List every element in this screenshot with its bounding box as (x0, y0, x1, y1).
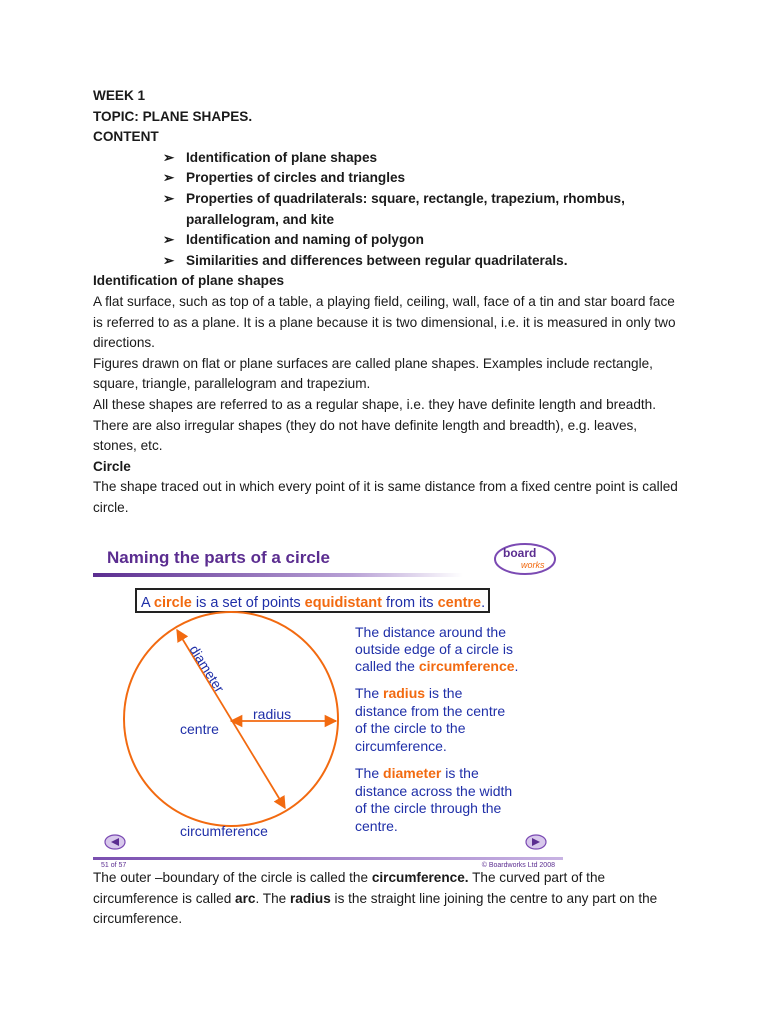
boardworks-logo (495, 544, 555, 574)
paragraph: The shape traced out in which every point of it is same distance from a fixed centre point is called circle. (93, 479, 678, 515)
footer-line (93, 857, 563, 860)
topic-label: TOPIC: PLANE SHAPES. (93, 108, 253, 124)
definition-text: A circle is a set of points equidistant from its centre. (141, 595, 486, 611)
svg-text:distance across the width: distance across the width (355, 783, 513, 799)
bullet-item: ➢ Identification of plane shapes (93, 148, 683, 169)
bullet-item: ➢ Properties of quadrilaterals: square, rectangle, trapezium, rhombus, (93, 189, 683, 210)
diameter-label: diameter (186, 642, 228, 696)
section-heading-identification: Identification of plane shapes (93, 273, 285, 289)
arrow-bullet-icon: ➢ (163, 252, 175, 268)
svg-text:distance from the centre: distance from the centre (355, 703, 506, 719)
circumference-label: circumference (180, 823, 268, 839)
svg-text:The diameter is the: The diameter is the (355, 765, 479, 781)
centre-label: centre (180, 721, 219, 737)
paragraph: There are also irregular shapes (they do not have definite length and breadth), e.g. leaves, stones, etc. (93, 417, 638, 454)
bullet-item-continuation: parallelogram, and kite (186, 211, 335, 227)
arrow-bullet-icon: ➢ (163, 232, 175, 248)
slide-title: Naming the parts of a circle (107, 548, 330, 567)
content-bullet-list (93, 148, 683, 272)
svg-text:board: board (503, 546, 537, 560)
svg-text:The distance around the: The distance around the (355, 624, 506, 640)
svg-text:works: works (521, 560, 545, 570)
svg-text:centre.: centre. (355, 818, 398, 834)
svg-text:called the circumference.: called the circumference. (355, 658, 519, 674)
circumference-paragraph: The outer –boundary of the circle is called the circumference. The curved part of the circumference is called arc. The radius is the straight line joining the centre to any part on the circumference. (93, 870, 658, 927)
arrow-bullet-icon: ➢ (163, 170, 175, 186)
slide-number: 51 of 57 (101, 862, 127, 869)
previous-slide-button[interactable] (105, 835, 125, 849)
copyright-text: © Boardworks Ltd 2008 (481, 862, 555, 869)
bullet-item: ➢ Identification and naming of polygon (93, 230, 683, 251)
circle-parts-slide (93, 537, 563, 869)
section-heading-circle: Circle (93, 458, 131, 474)
bullet-item: ➢ Properties of circles and triangles (93, 168, 683, 189)
paragraph: A flat surface, such as top of a table, a playing field, ceiling, wall, face of a tin and star board face is referred to as a plane. It is a plane because it is two dimensional, i.e. it is measured in only two directions. (93, 293, 676, 351)
svg-text:of the circle to the: of the circle to the (355, 720, 466, 736)
week-label: WEEK 1 (93, 88, 146, 103)
paragraph: Figures drawn on flat or plane surfaces are called plane shapes. Examples include rectangle, square, triangle, parallelogram and trapezium. (93, 355, 653, 392)
arrow-bullet-icon: ➢ (163, 149, 175, 165)
svg-text:of the circle through the: of the circle through the (355, 800, 502, 816)
bullet-item: ➢ Similarities and differences between regular quadrilaterals. (93, 251, 683, 272)
description-circumference (355, 624, 518, 674)
svg-text:outside edge of a circle is: outside edge of a circle is (355, 641, 513, 657)
radius-label: radius (253, 706, 292, 722)
next-slide-button[interactable] (526, 835, 546, 849)
document-body (93, 86, 683, 518)
arrow-bullet-icon: ➢ (163, 190, 175, 206)
description-diameter (355, 765, 512, 834)
svg-text:circumference.: circumference. (355, 738, 447, 754)
paragraph: All these shapes are referred to as a regular shape, i.e. they have definite length and breadth. (93, 396, 656, 412)
content-label: CONTENT (93, 129, 159, 145)
svg-text:The radius is the: The radius is the (355, 685, 463, 701)
title-underline (93, 573, 463, 577)
description-radius (355, 685, 505, 754)
